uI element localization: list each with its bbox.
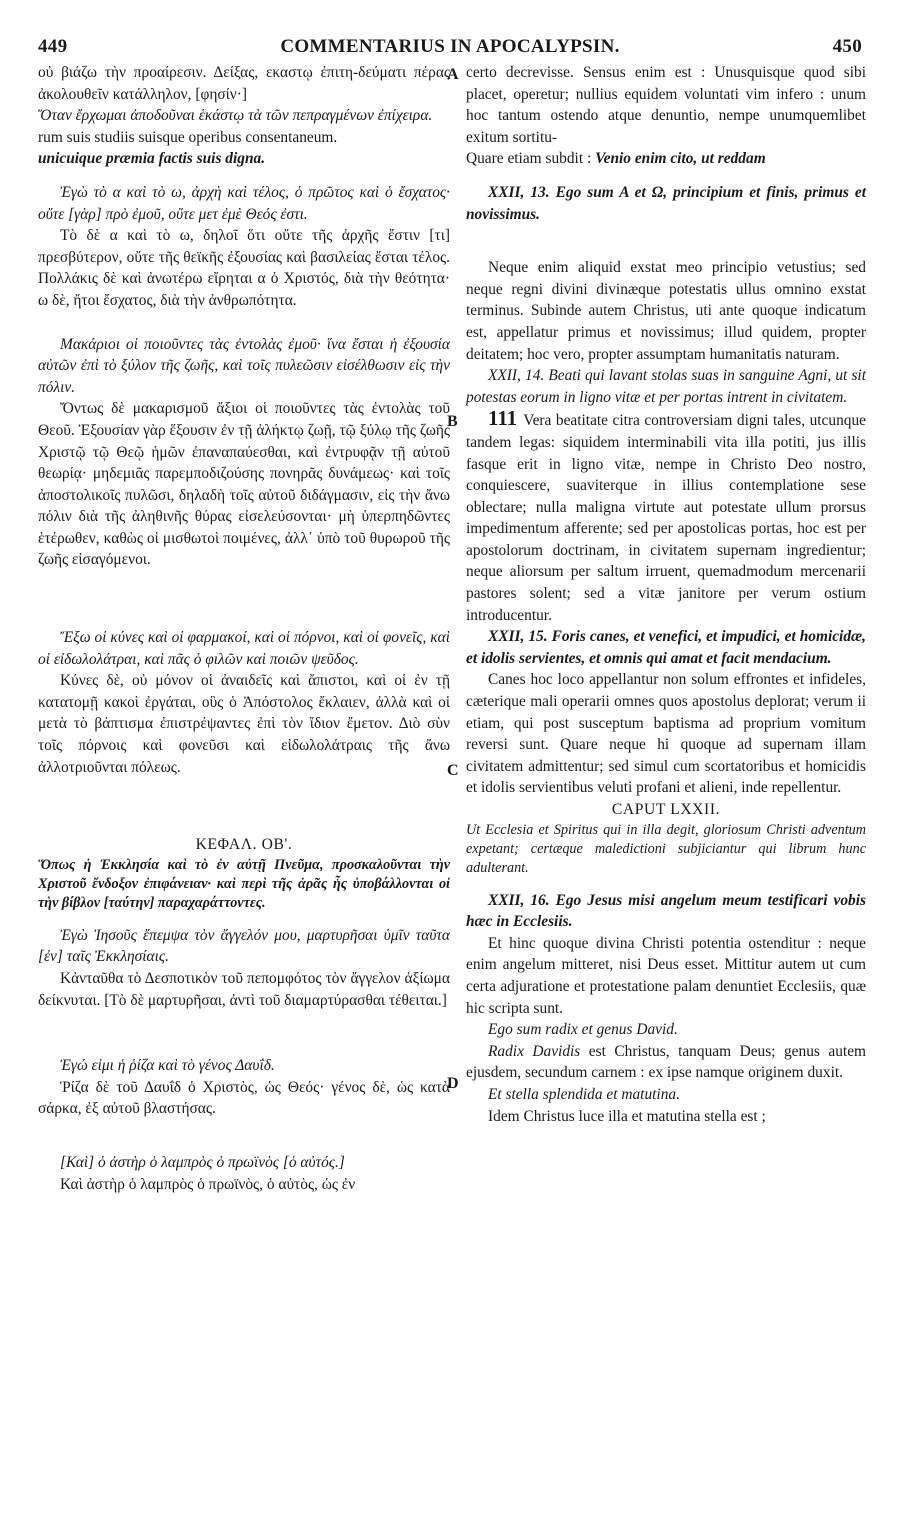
text: Ἐγὼ τὸ α καὶ τὸ ω, ἀρχὴ καὶ τέλος, ὁ πρῶτος καὶ ὁ ἔσχατος· οὔτε [γὰρ] πρὸ ἐμοῦ, οὔτε μετ ἐμὲ Θεός ἐστι. [38,183,450,223]
greek-l10 [38,670,450,778]
greek-l14 [38,968,450,1011]
greek-l11 [38,834,450,856]
text: Neque enim aliquid exstat meo principio vetustius; sed neque regni divini divinæque potestatis ullus omnino exstat terminus. Subinde autem Christus, uti ante quoque indicatum est, appellatur primus et novissimus; illud quidem, propter deitatem; hoc vero, propter assumptam humanitatis naturam. [466,259,866,363]
text: Idem Christus luce illa et matutina stella est ; [488,1107,766,1125]
latin-r4 [466,257,866,365]
text: XXII, 13. Ego sum A et Ω, principium et finis, primus et novissimus. [466,183,866,223]
text: Et hinc quoque divina Christi potentia ostenditur : neque enim angelum mitteret, nisi Deus esset. Mittitur autem ut cum certa adjuratione et protestatione palam denuntiet Ecclesiis, quæ hic scripta sunt. [466,934,866,1017]
greek-l1 [38,62,450,105]
text: Μακάριοι οἱ ποιοῦντες τὰς ἐντολὰς ἐμοῦ· ἵνα ἔσται ἡ ἐξουσία αὐτῶν ἐπὶ τὸ ξύλον τῆς ζωῆς, καὶ τοῖς πυλεῶσιν εἰσέλθωσιν εἰς τὴν πόλιν. [38,335,450,396]
lemma: Radix Davidis [488,1042,581,1060]
greek-l16 [38,1077,450,1120]
margin-letter-c: C [447,762,459,779]
text: Ῥίζα δὲ τοῦ Δαυΐδ ὁ Χριστὸς, ὡς Θεός· γένος δὲ, ὡς κατὰ σάρκα, ἐξ αὐτοῦ βλαστήσας. [38,1078,450,1118]
text: Ὄντως δὲ μακαρισμοῦ ἄξιοι οἱ ποιοῦντες τὰς ἐντολὰς τοῦ Θεοῦ. Ἐξουσίαν γὰρ ἕξουσιν ἐν τῇ ἀλήκτῳ ζωῇ, τῷ ξύλῳ τῆς ζωῆς Χριστῷ τῷ Θεῷ ἡμῶν ἐπαναπαύεσθαι, καὶ ἐντρυφᾷν τῇ αὐτοῦ θεωρίᾳ· μηδεμιᾶς παρεμποδιζούσης πονηρᾶς δυνάμεως· καὶ τοῖς ἀποστολικοῖς πυλῶσι, δηλαδὴ τοῖς αὐτοῦ διδάγμασιν, εἰς τὴν ἄνω πόλιν διὰ τῆς ἀληθινῆς θύρας εἰσελεύσονται· μὴ ὑπερπηδῶντες ἑτέρωθεν, καθὼς οἱ μισθωτοὶ ποιμένες, ἀλλ᾿ ὑπὸ τοῦ θυρωροῦ τῆς ζωῆς εἰσαγόμενοι. [38,400,450,569]
latin-r1 [466,62,866,148]
greek-l3 [38,127,450,149]
latin-r6 [466,408,866,626]
text: Ἐγώ εἰμι ἡ ῥίζα καὶ τὸ γένος Δαυΐδ. [60,1057,275,1075]
latin-r13 [466,1019,866,1041]
greek-l15 [38,1055,450,1077]
section-number: 111 [488,406,518,431]
page-number-right: 450 [832,36,862,57]
text: CAPUT LXXII. [611,801,721,818]
lemma: Venio enim cito, ut reddam [595,150,766,168]
text: Ut Ecclesia et Spiritus qui in illa degit, gloriosum Christi adventum expetant; certæque maledictioni subjiciantur qui librum hunc adulterant. [466,821,866,876]
latin-r7 [466,626,866,669]
greek-gapf [38,1011,450,1055]
page-number-left: 449 [38,36,68,57]
latin-r10 [466,821,866,878]
running-header [38,36,862,60]
text: Τὸ δὲ α καὶ τὸ ω, δηλοῖ ὅτι οὔτε τῆς ἀρχῆς ἔστιν [τι] πρεσβύτερον, οὔτε τῆς θεϊκῆς ἐξουσίας καὶ βασιλείας ἔσται τέλος. Πολλάκις δὲ καὶ ἀνωτέρω εἴρηται α ὁ Χριστός, διὰ τὴν θεότητα· ω δὲ, ἤτοι ἔσχατος, διὰ τὴν ἀνθρωπότητα. [38,227,450,309]
text: Καὶ ἀστὴρ ὁ λαμπρὸς ὁ πρωϊνὸς, ὁ αὐτὸς, ὡς ἐν [60,1175,356,1193]
latin-r9 [466,799,866,821]
latin-r2 [466,148,866,170]
latin-column [466,62,866,1127]
greek-l13 [38,925,450,968]
latin-gapc [466,878,866,890]
text: οὐ βιάζω τὴν προαίρεσιν. Δείξας, εκαστῳ ἐπιτη-δεύματι πέρας ἀκολουθεῖν κατάλληλον, [φησίν·] [38,64,450,103]
text: XXII, 15. Foris canes, et venefici, et impudici, et homicidæ, et idolis servientes, et omnis qui amat et facit mendacium. [466,628,866,667]
margin-letter-d: D [447,1075,459,1092]
greek-l12 [38,856,450,913]
latin-r14 [466,1041,866,1084]
text: est Christus, tanquam Deus; genus autem ejusdem, secundum carnem : ex ipse namque originem duxit. [466,1042,867,1082]
greek-l6 [38,225,450,311]
greek-l2 [38,105,450,127]
latin-r3 [466,182,866,225]
greek-l17 [38,1152,450,1174]
greek-gapd [38,778,450,834]
text: Vera beatitate citra controversiam digni tales, utcunque tandem legas: siquidem interminabili vita illa potiti, jus illis fasque erit in ligno vitæ, nempe in Christo Deo nostro, conquiescere, suaviterque in illius contemplatione sese oblectare; nulla maligna virtute aut potestate ullum prorsus impedimentum afferente; sed per apostolicas portas, hoc est per apostolorum doctrinam, in civitatem supernam ingredientur; neque aliorsum per saltum irruent, quemadmodum mercenarii pastores solent; sed a vitæ janitore per verum ostium introducentur. [466,412,866,624]
greek-gapb [38,312,450,334]
latin-r12 [466,933,866,1019]
latin-r8 [466,669,866,799]
text: Ego sum radix et genus David. [488,1021,678,1039]
text: Et stella splendida et matutina. [488,1085,680,1103]
greek-l7 [38,334,450,399]
text: Κύνες δὲ, οὐ μόνον οἱ ἀναιδεῖς καὶ ἄπιστοι, καὶ οἱ ἐν τῇ κατατομῇ κακοὶ ἐργάται, οὓς ὁ Ἀπόστολος ἔκλαιεν, ἀλλὰ καὶ οἱ μετὰ τὸ βάπτισμα ἐπιστρέψαντες ἐπὶ τὸν ἴδιον ἔμετον. Διὸ σὺν τοῖς πόρνοις καὶ φονεῦσι καὶ εἰδωλολάτραις τῆς ἄνω ἀλλοτριοῦνται πόλεως. [38,672,450,776]
latin-r16 [466,1106,866,1128]
greek-l4 [38,148,450,170]
text: rum suis studiis suisque operibus consentaneum. [38,128,338,146]
latin-r11 [466,890,866,933]
text: Ἐγὼ Ἰησοῦς ἔπεμψα τὸν ἄγγελόν μου, μαρτυρῆσαι ὑμῖν ταῦτα [ἐν] ταῖς Ἐκκλησίαις. [38,926,450,966]
latin-gapa [466,170,866,182]
text: certo decrevisse. Sensus enim est : Unusquisque quod sibi placet, operetur; nullius equidem voluntati vim infero : unum hoc tantum ostendo atque denuntio, nempe unumquemlibet exitum sortitu- [466,64,866,146]
greek-l9 [38,627,450,670]
margin-letter-a: A [447,66,459,83]
latin-r15 [466,1084,866,1106]
greek-gapc [38,571,450,627]
running-title: COMMENTARIUS IN APOCALYPSIN. [280,36,620,57]
text: Quare etiam subdit : [466,150,596,168]
text: ΚΕΦΑΛ. ΟΒ'. [195,836,293,854]
text: Ἔξω οἱ κύνες καὶ οἱ φαρμακοί, καὶ οἱ πόρνοι, καὶ οἱ φονεῖς, καὶ οἱ εἰδωλολάτραι, καὶ πᾶς ὁ φιλῶν καὶ ποιῶν ψεῦδος. [38,629,450,668]
greek-l18 [38,1174,450,1196]
greek-l8 [38,398,450,571]
margin-letter-b: B [447,413,458,430]
text: Canes hoc loco appellantur non solum effrontes et infideles, cæterique mali operarii omnes quos apostolus deplorat; verum ii etiam, qui post susceptum baptisma ad proprium vomitum reversi sunt. Quare neque hi quoque ad supernam illam civitatem admittentur; sed simul cum scortatoribus et homicidis et idolis servientibus veluti profani et alieni, inde repellentur. [466,671,866,797]
latin-r5 [466,365,866,408]
greek-gapg [38,1120,450,1152]
greek-gape [38,913,450,925]
text: unicuique præmia factis suis digna. [38,150,266,168]
text: [Καὶ] ὁ ἀστὴρ ὁ λαμπρὸς ὁ πρωϊνὸς [ὁ αὐτός.] [60,1153,345,1171]
greek-gapa [38,170,450,182]
latin-gapb [466,225,866,257]
text: XXII, 16. Ego Jesus misi angelum meum testificari vobis hæc in Ecclesiis. [466,891,866,931]
text: Κἀνταῦθα τὸ Δεσποτικὸν τοῦ πεπομφότος τὸν ἄγγελον ἀξίωμα δείκνυται. [Τὸ δὲ μαρτυρῆσαι, ἀντὶ τοῦ διαμαρτύρασθαι τέθειται.] [38,970,450,1009]
text: XXII, 14. Beati qui lavant stolas suas in sanguine Agni, ut sit potestas eorum in ligno vitæ et per portas intrent in civitatem. [466,367,866,406]
greek-l5 [38,182,450,225]
text: Ὅταν ἔρχωμαι ἀποδοῦναι ἑκάστῳ τὰ τῶν πεπραγμένων ἐπίχειρα. [38,107,433,125]
greek-column [38,62,450,1195]
text: Ὅπως ἡ Ἐκκλησία καὶ τὸ ἐν αὐτῇ Πνεῦμα, προσκαλοῦνται τὴν Χριστοῦ ἔνδοξον ἐπιφάνειαν· καὶ περὶ τῆς ἀρᾶς ἧς ὑποβάλλονται οἱ τὴν βίβλον [ταύτην] παραχαράττοντες. [38,856,450,911]
